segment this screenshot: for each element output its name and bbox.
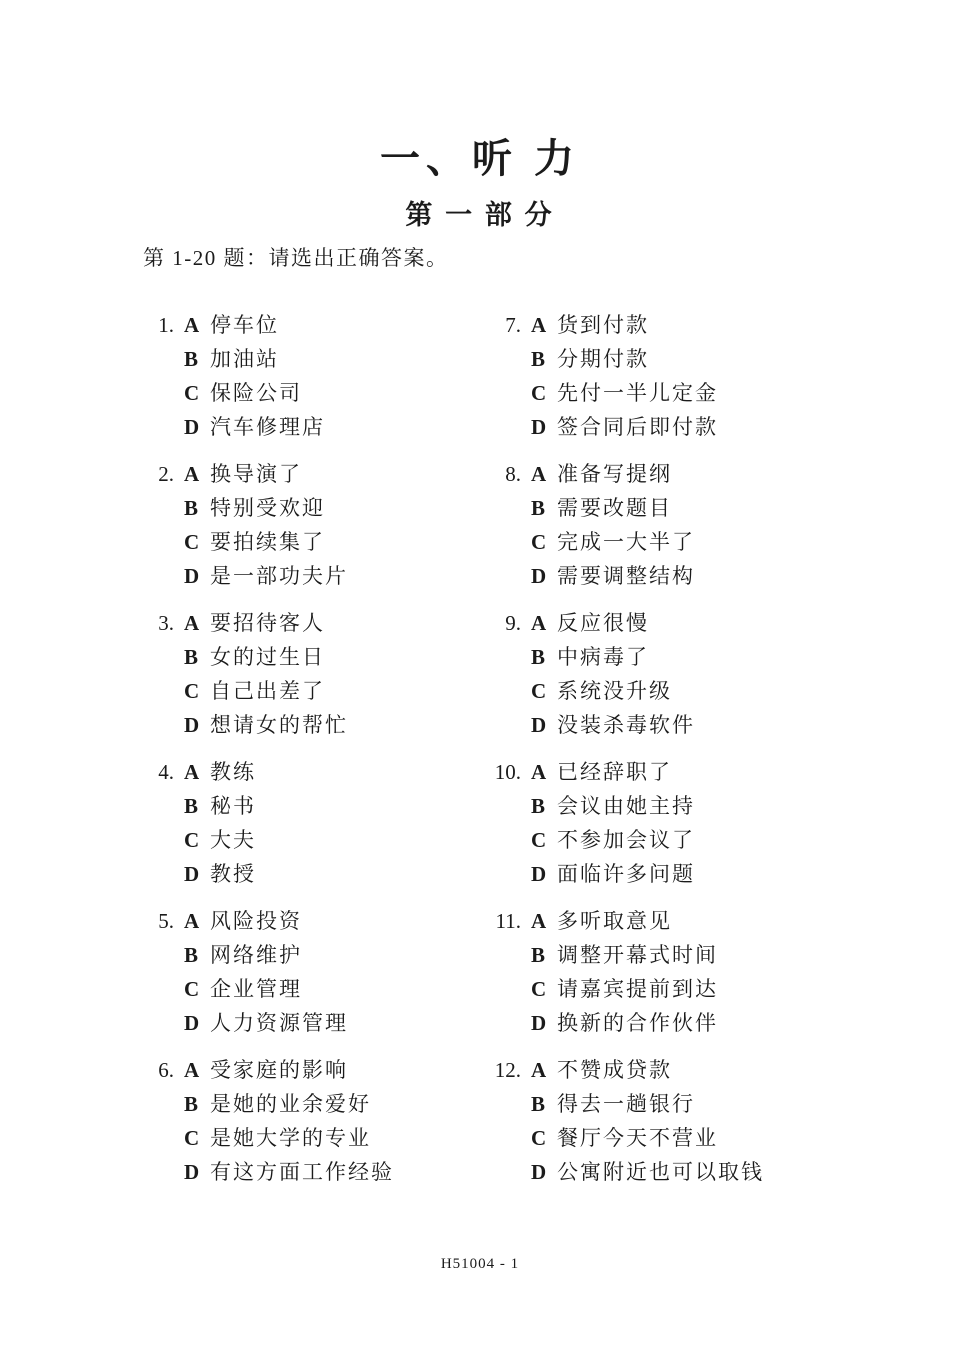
option-text: 是一部功夫片 (210, 564, 348, 588)
number-spacer (487, 525, 521, 559)
page-title: 一、听 力 (380, 136, 580, 181)
option-row (140, 640, 485, 674)
option-text: 想请女的帮忙 (210, 713, 348, 737)
option-label: C (184, 679, 200, 703)
number-spacer (140, 674, 174, 708)
option-row (487, 606, 907, 640)
option-text: 加油站 (210, 347, 279, 371)
option-row (140, 938, 485, 972)
question-item-12 (487, 1053, 907, 1189)
option-row (140, 491, 485, 525)
option-row (487, 525, 907, 559)
option-text: 货到付款 (557, 313, 649, 337)
option-label: D (184, 862, 200, 886)
option-label: B (531, 496, 546, 520)
number-spacer (487, 1006, 521, 1040)
option-label: D (531, 415, 547, 439)
option-text: 换新的合作伙伴 (557, 1011, 718, 1035)
option-row (140, 1121, 485, 1155)
page-code: H51004 - 1 (440, 1256, 520, 1272)
question-item-9 (487, 606, 907, 742)
option-text: 秘书 (210, 794, 256, 818)
option-label: A (184, 909, 200, 933)
question-item-4 (140, 755, 485, 891)
option-text: 换导演了 (210, 462, 302, 486)
question-item-3 (140, 606, 485, 742)
option-label: D (184, 415, 200, 439)
number-spacer (140, 708, 174, 742)
option-text: 人力资源管理 (210, 1011, 348, 1035)
number-spacer (487, 1121, 521, 1155)
option-label: B (184, 794, 199, 818)
question-number: 11. (495, 909, 521, 933)
number-spacer (140, 1087, 174, 1121)
option-label: B (184, 1092, 199, 1116)
number-spacer (140, 972, 174, 1006)
option-row (487, 491, 907, 525)
option-label: C (531, 679, 547, 703)
option-label: B (184, 347, 199, 371)
number-spacer (487, 789, 521, 823)
question-number: 12. (494, 1058, 521, 1082)
number-spacer (487, 342, 521, 376)
number-spacer (140, 410, 174, 444)
option-label: D (184, 1160, 200, 1184)
option-text: 汽车修理店 (210, 415, 325, 439)
option-label: C (531, 530, 547, 554)
option-text: 多听取意见 (557, 909, 672, 933)
option-row (140, 342, 485, 376)
number-spacer (140, 938, 174, 972)
number-spacer (140, 640, 174, 674)
option-label: A (184, 313, 200, 337)
option-label: C (184, 828, 200, 852)
question-number: 3. (158, 611, 174, 635)
question-number: 2. (158, 462, 174, 486)
number-spacer (140, 525, 174, 559)
option-row (487, 755, 907, 789)
option-row (140, 376, 485, 410)
option-row (140, 857, 485, 891)
question-item-5 (140, 904, 485, 1040)
option-label: C (531, 1126, 547, 1150)
option-label: D (531, 862, 547, 886)
option-row (487, 559, 907, 593)
number-spacer (487, 674, 521, 708)
option-label: B (531, 347, 546, 371)
option-row (140, 1155, 485, 1189)
question-item-11 (487, 904, 907, 1040)
section-title: 第 一 部 分 (405, 200, 555, 230)
option-row (487, 640, 907, 674)
option-text: 餐厅今天不营业 (557, 1126, 718, 1150)
option-row (487, 972, 907, 1006)
number-spacer (487, 491, 521, 525)
option-row (140, 525, 485, 559)
number-spacer (140, 857, 174, 891)
option-row (487, 342, 907, 376)
option-row (487, 457, 907, 491)
option-text: 请嘉宾提前到达 (557, 977, 718, 1001)
option-label: A (531, 611, 547, 635)
question-number: 1. (158, 313, 174, 337)
question-item-10 (487, 755, 907, 891)
option-text: 需要调整结构 (557, 564, 695, 588)
number-spacer (140, 823, 174, 857)
option-text: 先付一半儿定金 (557, 381, 718, 405)
option-row (140, 606, 485, 640)
option-label: A (184, 611, 200, 635)
option-label: B (531, 794, 546, 818)
option-label: B (531, 1092, 546, 1116)
option-row (487, 1121, 907, 1155)
option-label: B (184, 645, 199, 669)
option-text: 公寓附近也可以取钱 (557, 1160, 764, 1184)
option-row (140, 1053, 485, 1087)
number-spacer (487, 857, 521, 891)
option-label: D (531, 713, 547, 737)
option-text: 系统没升级 (557, 679, 672, 703)
option-text: 已经辞职了 (557, 760, 672, 784)
option-row (487, 1006, 907, 1040)
question-item-7 (487, 308, 907, 444)
option-row (140, 559, 485, 593)
number-spacer (487, 410, 521, 444)
option-row (487, 1087, 907, 1121)
option-text: 反应很慢 (557, 611, 649, 635)
option-label: C (531, 828, 547, 852)
option-row (140, 789, 485, 823)
option-label: A (531, 313, 547, 337)
option-text: 保险公司 (210, 381, 302, 405)
question-number: 7. (505, 313, 521, 337)
option-label: D (531, 564, 547, 588)
option-text: 调整开幕式时间 (557, 943, 718, 967)
option-text: 受家庭的影响 (210, 1058, 348, 1082)
option-text: 中病毒了 (557, 645, 649, 669)
option-text: 大夫 (210, 828, 256, 852)
option-row (487, 789, 907, 823)
option-row (487, 1053, 907, 1087)
question-column-left (140, 308, 485, 1202)
option-row (140, 904, 485, 938)
option-row (140, 1006, 485, 1040)
option-text: 要拍续集了 (210, 530, 325, 554)
number-spacer (487, 823, 521, 857)
option-row (487, 376, 907, 410)
option-label: D (184, 564, 200, 588)
number-spacer (487, 1155, 521, 1189)
number-spacer (487, 972, 521, 1006)
option-row (487, 857, 907, 891)
question-number: 6. (158, 1058, 174, 1082)
question-column-right (487, 308, 907, 1202)
number-spacer (487, 938, 521, 972)
option-label: A (531, 1058, 547, 1082)
option-text: 完成一大半了 (557, 530, 695, 554)
option-label: B (531, 943, 546, 967)
option-label: C (184, 530, 200, 554)
option-row (140, 674, 485, 708)
option-text: 准备写提纲 (557, 462, 672, 486)
option-text: 会议由她主持 (557, 794, 695, 818)
option-label: D (531, 1011, 547, 1035)
question-number: 10. (494, 760, 521, 784)
number-spacer (140, 342, 174, 376)
number-spacer (140, 1155, 174, 1189)
option-label: C (184, 1126, 200, 1150)
option-text: 得去一趟银行 (557, 1092, 695, 1116)
option-label: A (184, 1058, 200, 1082)
option-row (140, 1087, 485, 1121)
option-row (140, 755, 485, 789)
option-text: 是她的业余爱好 (210, 1092, 371, 1116)
option-label: C (531, 977, 547, 1001)
number-spacer (487, 640, 521, 674)
option-label: B (184, 496, 199, 520)
option-row (140, 410, 485, 444)
option-text: 分期付款 (557, 347, 649, 371)
number-spacer (487, 708, 521, 742)
question-number: 4. (158, 760, 174, 784)
option-row (487, 308, 907, 342)
option-label: C (184, 977, 200, 1001)
option-label: D (531, 1160, 547, 1184)
option-text: 自己出差了 (210, 679, 325, 703)
number-spacer (140, 376, 174, 410)
option-label: A (531, 760, 547, 784)
option-row (487, 823, 907, 857)
option-text: 特别受欢迎 (210, 496, 325, 520)
option-row (487, 904, 907, 938)
option-text: 没装杀毒软件 (557, 713, 695, 737)
question-item-8 (487, 457, 907, 593)
question-item-6 (140, 1053, 485, 1189)
option-row (140, 708, 485, 742)
option-row (487, 674, 907, 708)
option-label: A (184, 760, 200, 784)
number-spacer (140, 789, 174, 823)
question-number: 8. (505, 462, 521, 486)
number-spacer (140, 1121, 174, 1155)
option-label: B (531, 645, 546, 669)
option-text: 不赞成贷款 (557, 1058, 672, 1082)
option-row (140, 457, 485, 491)
question-item-1 (140, 308, 485, 444)
instruction-text: 第 1-20 题：请选出正确答案。 (143, 246, 449, 270)
option-label: C (184, 381, 200, 405)
option-text: 要招待客人 (210, 611, 325, 635)
number-spacer (487, 376, 521, 410)
option-text: 需要改题目 (557, 496, 672, 520)
option-label: C (531, 381, 547, 405)
option-text: 有这方面工作经验 (210, 1160, 394, 1184)
number-spacer (140, 491, 174, 525)
number-spacer (140, 1006, 174, 1040)
option-text: 女的过生日 (210, 645, 325, 669)
option-text: 教授 (210, 862, 256, 886)
option-label: B (184, 943, 199, 967)
option-row (487, 1155, 907, 1189)
option-row (140, 972, 485, 1006)
question-item-2 (140, 457, 485, 593)
option-label: D (184, 713, 200, 737)
option-label: D (184, 1011, 200, 1035)
option-text: 教练 (210, 760, 256, 784)
option-row (487, 708, 907, 742)
question-number: 5. (158, 909, 174, 933)
option-text: 停车位 (210, 313, 279, 337)
number-spacer (487, 559, 521, 593)
option-label: A (184, 462, 200, 486)
option-row (487, 410, 907, 444)
option-text: 不参加会议了 (557, 828, 695, 852)
question-number: 9. (505, 611, 521, 635)
option-text: 风险投资 (210, 909, 302, 933)
option-label: A (531, 909, 547, 933)
option-text: 企业管理 (210, 977, 302, 1001)
option-text: 是她大学的专业 (210, 1126, 371, 1150)
option-text: 签合同后即付款 (557, 415, 718, 439)
option-text: 面临许多问题 (557, 862, 695, 886)
option-row (487, 938, 907, 972)
option-text: 网络维护 (210, 943, 302, 967)
number-spacer (487, 1087, 521, 1121)
option-row (140, 823, 485, 857)
option-row (140, 308, 485, 342)
number-spacer (140, 559, 174, 593)
option-label: A (531, 462, 547, 486)
